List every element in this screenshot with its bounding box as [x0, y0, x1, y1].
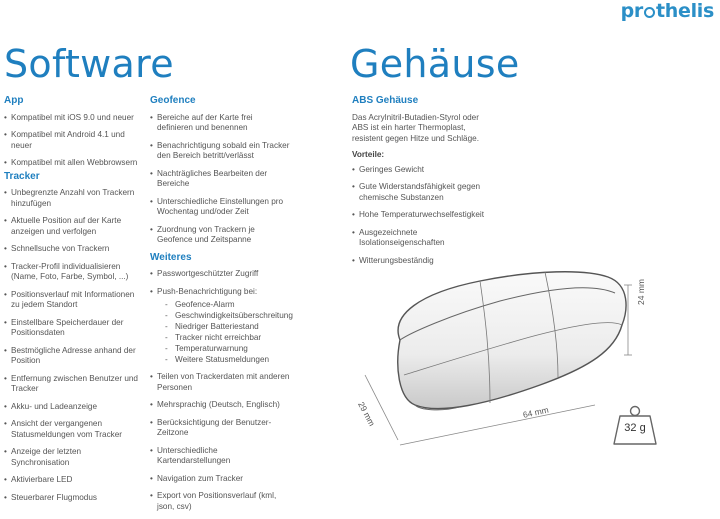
tracker-list	[4, 188, 140, 503]
list-item: • Aktuelle Position auf der Karte anzeigen und verfolgen	[4, 216, 140, 237]
sub-item: - Temperaturwarnung	[165, 343, 290, 354]
list-item: • Entfernung zwischen Benutzer und Tracker	[4, 374, 140, 395]
width-dimension: 29 mm	[356, 400, 378, 428]
list-item: • Mehrsprachig (Deutsch, Englisch)	[150, 400, 290, 411]
list-item: • Gute Widerstandsfähigkeit gegen chemische Substanzen	[352, 182, 492, 203]
list-item: • Schnellsuche von Trackern	[4, 244, 140, 255]
sub-item: - Geschwindigkeitsüberschreitung	[165, 310, 290, 321]
list-item: • Unterschiedliche Einstellungen pro Wochentag und/oder Zeit	[150, 197, 290, 218]
push-label: Push-Benachrichtigung bei:	[157, 286, 258, 296]
geofence-heading: Geofence	[150, 95, 196, 106]
software-column-1	[4, 96, 140, 510]
sub-item: - Tracker nicht erreichbar	[165, 332, 290, 343]
sub-item: - Niedriger Batteriestand	[165, 321, 290, 332]
list-item: • Hohe Temperaturwechselfestigkeit	[352, 210, 492, 221]
list-item: • Ansicht der vergangenen Statusmeldungen vom Tracker	[4, 419, 140, 440]
sub-item: - Weitere Statusmeldungen	[165, 354, 290, 365]
list-item: • Geringes Gewicht	[352, 165, 492, 176]
prothelis-logo: pr thelis	[620, 0, 714, 22]
list-item: • Tracker-Profil individualisieren (Name, Foto, Farbe, Symbol, ...)	[4, 262, 140, 283]
list-item: • Berücksichtigung der Benutzer-Zeitzone	[150, 418, 290, 439]
list-item: • Benachrichtigung sobald ein Tracker den Bereich betritt/verlässt	[150, 141, 290, 162]
housing-title: Gehäuse	[350, 42, 520, 86]
list-item	[150, 286, 293, 366]
abs-heading: ABS Gehäuse	[352, 95, 419, 106]
list-item: • Anzeige der letzten Synchronisation	[4, 447, 140, 468]
software-title: Software	[4, 42, 174, 86]
list-item: • Aktivierbare LED	[4, 475, 140, 486]
push-sublist	[157, 299, 293, 365]
advantages-list	[352, 165, 492, 267]
list-item: • Ausgezeichnete Isolationseigenschaften	[352, 228, 492, 249]
list-item: • Bestmögliche Adresse anhand der Position	[4, 346, 140, 367]
height-dimension: 24 mm	[636, 279, 646, 305]
housing-column	[352, 96, 492, 273]
list-item: • Unbegrenzte Anzahl von Trackern hinzufügen	[4, 188, 140, 209]
length-dimension: 64 mm	[522, 404, 550, 420]
list-item: • Bereiche auf der Karte frei definieren und benennen	[150, 113, 290, 134]
list-item: • Kompatibel mit iOS 9.0 und neuer	[4, 113, 140, 124]
app-list	[4, 113, 140, 169]
list-item: • Nachträgliches Bearbeiten der Bereiche	[150, 169, 290, 190]
list-item: • Teilen von Trackerdaten mit anderen Personen	[150, 372, 290, 393]
sub-item: - Geofence-Alarm	[165, 299, 290, 310]
software-column-2	[150, 95, 293, 519]
list-item: • Navigation zum Tracker	[150, 474, 290, 485]
list-item: • Kompatibel mit Android 4.1 und neuer	[4, 130, 140, 151]
list-item: • Akku- und Ladeanzeige	[4, 402, 140, 413]
list-item: • Unterschiedliche Kartendarstellungen	[150, 446, 290, 467]
app-heading: App	[4, 95, 24, 106]
list-item: • Positionsverlauf mit Informationen zu jedem Standort	[4, 290, 140, 311]
weight-value: 32 g	[624, 422, 646, 434]
geofence-list	[150, 113, 290, 246]
housing-body	[398, 272, 626, 410]
list-item: • Einstellbare Speicherdauer der Positionsdaten	[4, 318, 140, 339]
weiteres-heading: Weiteres	[150, 251, 192, 263]
abs-description: Das Acrylnitril-Butadien-Styrol oder ABS ist ein harter Thermoplast, resistent gegen Hitze und Schläge.	[352, 112, 479, 143]
tracker-heading: Tracker	[4, 170, 40, 182]
advantages-label: Vorteile:	[352, 150, 385, 159]
list-item: • Witterungsbeständig	[352, 256, 492, 267]
list-item: • Kompatibel mit allen Webbrowsern	[4, 158, 140, 169]
list-item: • Passwortgeschützter Zugriff	[150, 269, 290, 280]
list-item: • Export von Positionsverlauf (kml, json, csv)	[150, 491, 290, 512]
list-item: • Zuordnung von Trackern je Geofence und Zeitspanne	[150, 225, 290, 246]
weiteres-list	[150, 269, 293, 512]
list-item: • Steuerbarer Flugmodus	[4, 493, 140, 504]
